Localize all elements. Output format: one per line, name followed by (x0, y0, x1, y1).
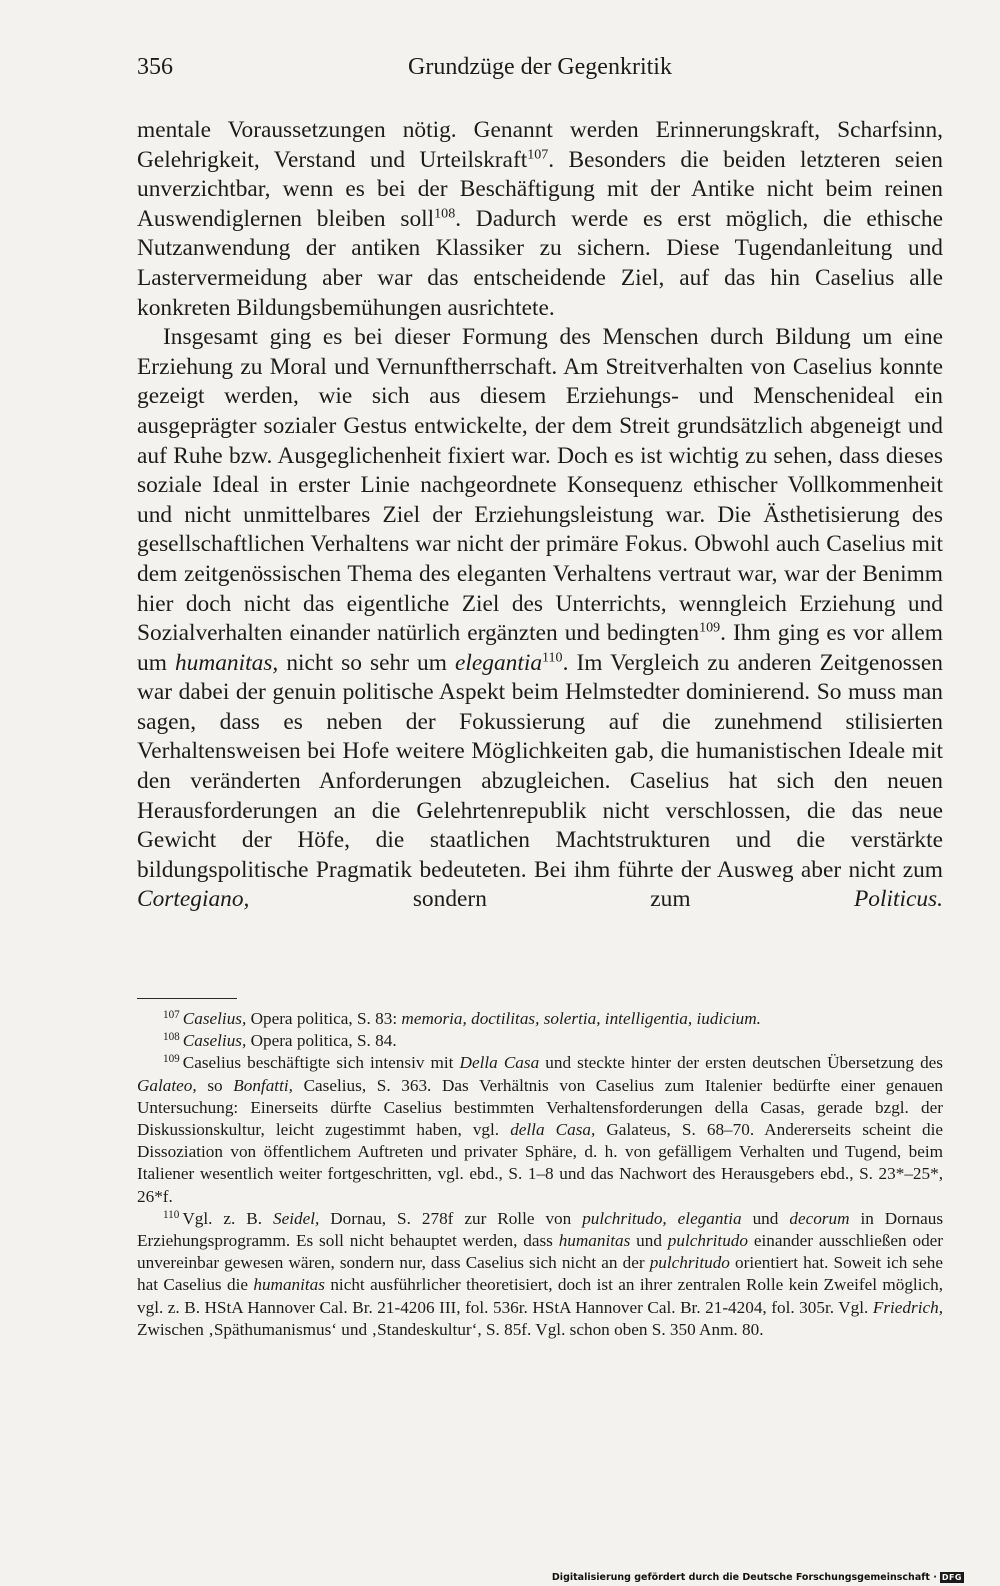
page-number: 356 (137, 54, 173, 80)
footnote-110: $^{110}$ Vgl. z. B. Seidel, Dornau, S. 278f zur Rolle von pulchritudo, elegantia und decorum in Dornaus Erziehungsprogramm. Es soll nicht behauptet werden, dass humanitas und pulchritudo einander ausschließen oder unvereinbar gewesen wären, sondern nur, dass Caselius sich nicht an der pulchritudo orientiert hat. Soweit ich sehe hat Caselius die humanitas nicht ausführlicher theoretisiert, doch ist an ihrer zentralen Rolle kein Zweifel möglich, vgl. z. B. HStA Hannover Cal. Br. 21-4206 III, fol. 536r. HStA Hannover Cal. Br. 21-4204, fol. 305r. Vgl. Friedrich, Zwischen ‚Späthumanismus‘ und ‚Standeskultur‘, S. 85f. Vgl. schon oben S. 350 Anm. 80. (137, 1208, 944, 1339)
footnote-ref-108[interactable]: 108 (434, 205, 456, 222)
footnote-ref-109[interactable]: 109 (699, 619, 721, 636)
footnotes (137, 1008, 943, 1341)
footnote-109: $^{109}$ Caselius beschäftigte sich intensiv mit Della Casa und steckte hinter der ersten deutschen Übersetzung des Galateo, so Bonfatti, Caselius, S. 363. Das Verhältnis von Caselius zum Italenier bedürfte einer genauen Untersuchung: Einerseits dürfte Caselius bestimmten Verhaltensforderungen della Casas, gerade bzgl. der Diskussionskultur, leicht zugestimmt haben, vgl. della Casa, Galateus, S. 68–70. Andererseits scheint die Dissoziation von öffentlichem Auftreten und privater Sphäre, d. h. von gefälligem Verhalten und Tugend, beim Italiener wesentlich weiter fortgeschritten, vgl. ebd., S. 1–8 und das Nachwort des Herausgebers ebd., S. 23*–25*, 26*f. (137, 1053, 943, 1206)
dfg-logo-icon: DFG (941, 1573, 962, 1582)
paragraph-1: mentale Voraussetzungen nötig. Genannt werden Erinnerungskraft, Scharfsinn, Gelehrigkeit, Verstand und Urteilskraft$^{107}$. Besonders die beiden letzteren seien unverzichtbar, wenn es bei der Beschäftigung mit der Antike nicht beim reinen Auswendiglernen bleiben soll$^{108}$. Dadurch werde es erst möglich, die ethische Nutzanwendung der antiken Klassiker zu sichern. Diese Tugendanleitung und Lastervermeidung aber war das entscheidende Ziel, auf das hin Caselius alle konkreten Bildungsbemühungen ausrichtete. (137, 117, 943, 321)
page-header (137, 54, 943, 90)
footnote-107: $^{107}$ Caselius, Opera politica, S. 83: memoria, doctilitas, solertia, intelligentia, iudicium. (163, 1008, 761, 1028)
footnote-108: $^{108}$ Caselius, Opera politica, S. 84. (163, 1031, 397, 1051)
footnote-ref-110[interactable]: 110 (542, 649, 563, 666)
footnote-separator (137, 998, 237, 999)
main-text (137, 116, 943, 915)
paragraph-2: Insgesamt ging es bei dieser Formung des Menschen durch Bildung um eine Erziehung zu Moral und Vernunftherrschaft. Am Streitverhalten von Caselius konnte gezeigt werden, wie sich aus diesem Erziehungs- und Menschenideal ein ausgeprägter sozialer Gestus entwickelte, der dem Streit grundsätzlich abgeneigt und auf Ruhe bzw. Ausgeglichenheit fixiert war. Doch es ist wichtig zu sehen, dass dieses soziale Ideal in erster Linie nachgeordnete Konsequenz ethischer Vollkommenheit und nicht unmittelbares Ziel der Erziehungsleistung war. Die Ästhetisierung des gesellschaftlichen Verhaltens war nicht der primäre Fokus. Obwohl auch Caselius mit dem zeitgenössischen Thema des eleganten Verhaltens vertraut war, war der Benimm hier doch nicht das eigentliche Ziel des Unterrichts, wenngleich Erziehung und Sozialverhalten einander natürlich ergänzten und bedingten$^{109}$. Ihm ging es vor allem um humanitas, nicht so sehr um elegantia$^{110}$. Im Vergleich zu anderen Zeitgenossen war dabei der genuin politische Aspekt beim Helmstedter dominierend. So muss man sagen, dass es neben der Fokussierung auf die zunehmend stilisierten Verhaltensweisen bei Hofe weitere Möglichkeiten gab, die humanistischen Ideale mit den veränderten Anforderungen abzugleichen. Caselius hat sich den neuen Herausforderungen an die Gelehrtenrepublik nicht verschlossen, die das neue Gewicht der Höfe, die staatlichen Machtstrukturen und die verstärkte bildungspolitische Pragmatik bedeuteten. Bei ihm führte der Ausweg aber nicht zum Cortegiano, sondern zum Politicus. (137, 324, 943, 913)
running-title: Grundzüge der Gegenkritik (408, 54, 672, 80)
credit-text: Digitalisierung gefördert durch die Deutsche Forschungsgemeinschaft · (551, 1572, 937, 1583)
digitization-credit (552, 1572, 964, 1583)
footnote-ref-107[interactable]: 107 (527, 146, 549, 163)
